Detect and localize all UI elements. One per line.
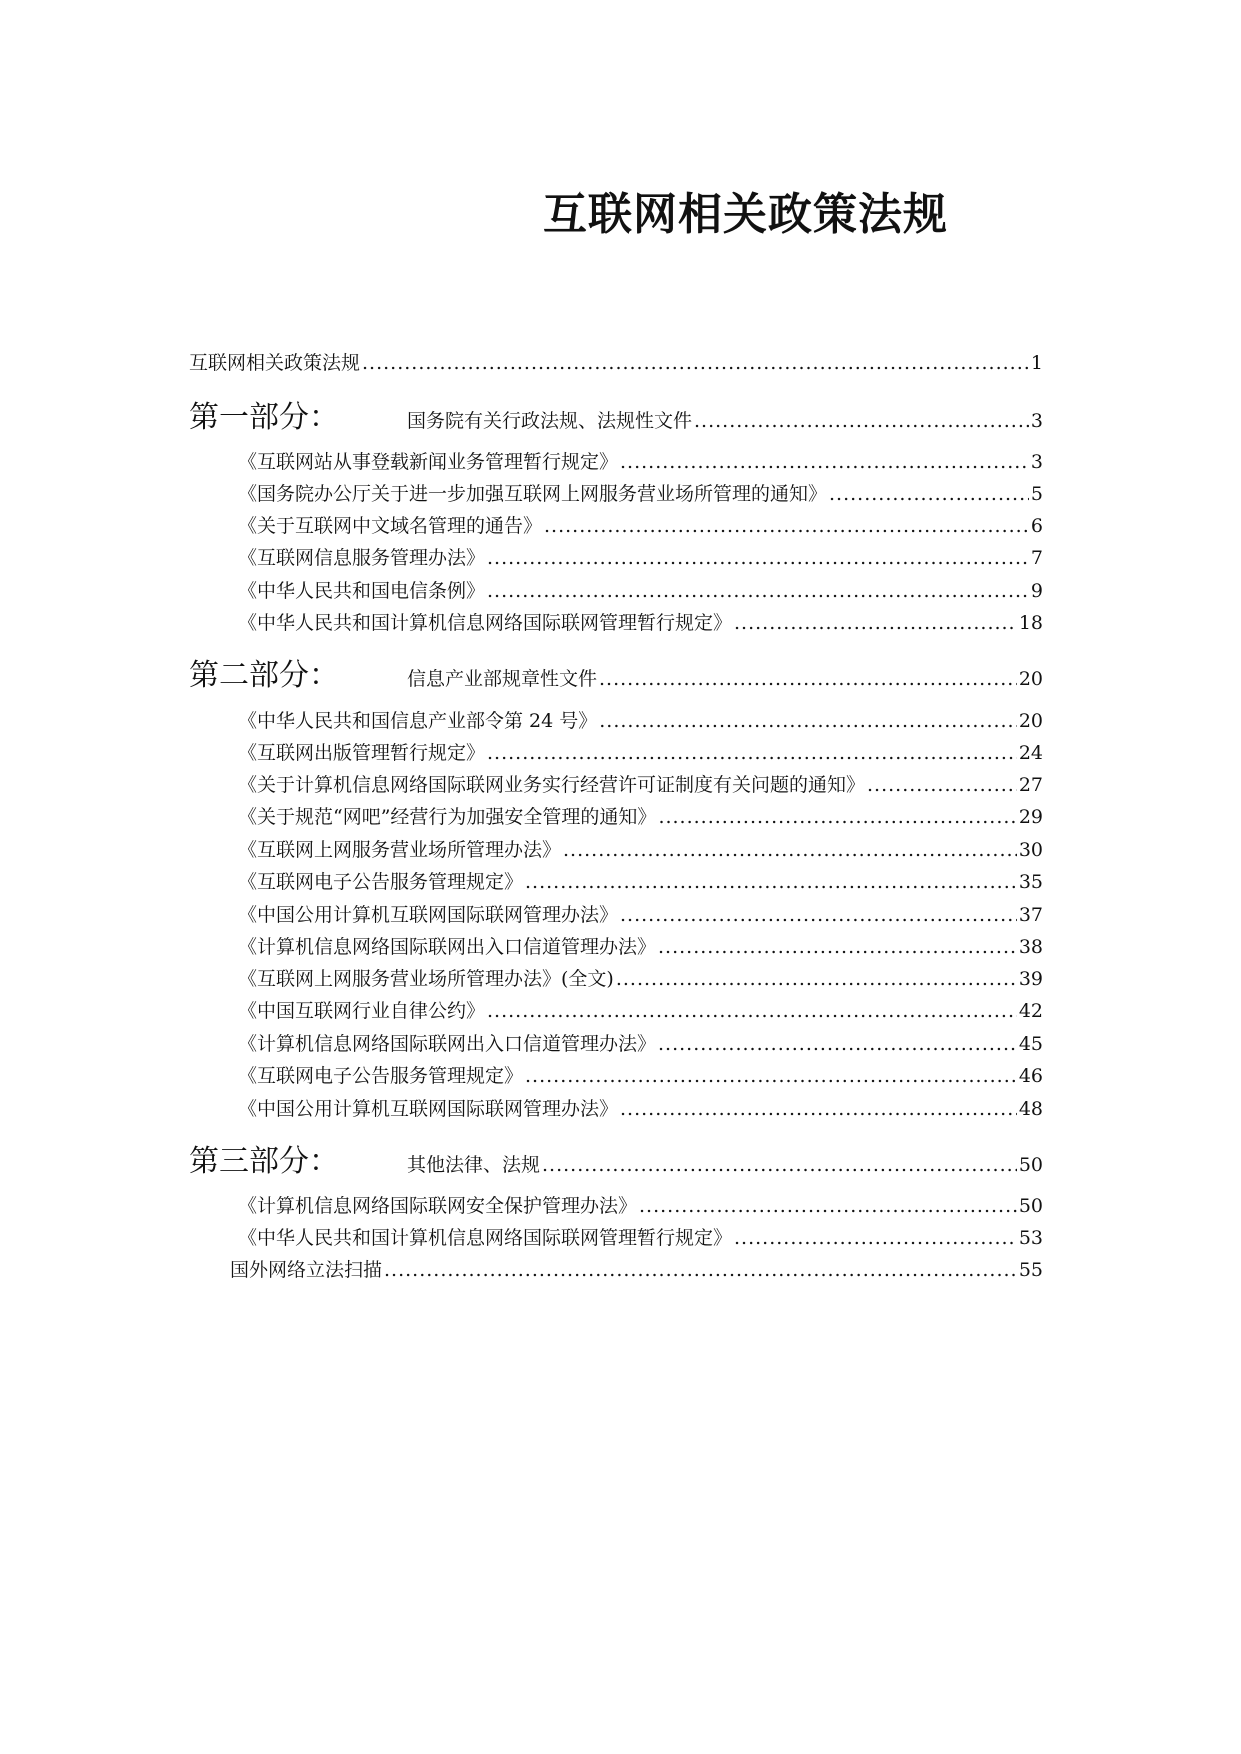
toc-page-number: 50 <box>1018 1195 1043 1217</box>
dot-leader <box>384 1259 1017 1281</box>
toc-entry[interactable] <box>238 738 1043 765</box>
toc-entry-label: 互联网相关政策法规 <box>189 352 361 374</box>
part-label: 其他法律、法规 <box>407 1154 541 1176</box>
toc-page-number: 20 <box>1018 668 1043 690</box>
toc-entry-label: 《互联网信息服务管理办法》 <box>238 547 486 569</box>
toc-entry[interactable] <box>238 447 1043 474</box>
toc-entry[interactable] <box>238 835 1043 862</box>
toc-page-number: 24 <box>1018 742 1043 764</box>
dot-leader <box>658 1033 1017 1055</box>
toc-entry[interactable] <box>238 1191 1043 1218</box>
toc-entry[interactable] <box>238 1029 1043 1056</box>
part-heading: 第三部分： <box>189 1144 339 1179</box>
toc-entry-label: 《中华人民共和国电信条例》 <box>238 580 486 602</box>
toc-page-number: 42 <box>1018 1000 1043 1022</box>
toc-entry-label: 《中华人民共和国计算机信息网络国际联网管理暂行规定》 <box>238 1227 733 1249</box>
part-heading: 第二部分： <box>189 658 339 693</box>
part-heading: 第一部分： <box>189 400 339 435</box>
toc-entry-label: 《中国互联网行业自律公约》 <box>238 1000 486 1022</box>
dot-leader <box>487 580 1029 602</box>
toc-page-number: 55 <box>1018 1259 1043 1281</box>
toc-entry-top[interactable] <box>189 348 1043 375</box>
toc-entry[interactable] <box>238 511 1043 538</box>
toc-entry[interactable] <box>238 1061 1043 1088</box>
toc-entry[interactable] <box>238 706 1043 733</box>
toc-entry[interactable] <box>238 867 1043 894</box>
toc-entry[interactable] <box>238 1223 1043 1250</box>
dot-leader <box>542 1154 1017 1176</box>
toc-entry[interactable] <box>238 802 1043 829</box>
toc-entry-label: 《互联网上网服务营业场所管理办法》 <box>238 839 562 861</box>
dot-leader <box>658 936 1017 958</box>
toc-entry-label: 《中国公用计算机互联网国际联网管理办法》 <box>238 904 619 926</box>
toc-page-number: 37 <box>1018 904 1043 926</box>
toc-page-number: 3 <box>1030 451 1043 473</box>
dot-leader <box>658 806 1016 828</box>
toc-entry-label: 《国务院办公厅关于进一步加强互联网上网服务营业场所管理的通知》 <box>238 483 828 505</box>
toc-entry[interactable] <box>238 964 1043 991</box>
toc-page-number: 1 <box>1030 352 1043 374</box>
toc-page-number: 38 <box>1018 936 1043 958</box>
dot-leader <box>829 483 1029 505</box>
toc-page-number: 46 <box>1018 1065 1043 1087</box>
dot-leader <box>362 352 1029 374</box>
toc-page-number: 39 <box>1018 968 1043 990</box>
dot-leader <box>487 742 1017 764</box>
toc-page-number: 3 <box>1030 410 1043 432</box>
toc-page-number: 6 <box>1030 515 1043 537</box>
toc-entry[interactable] <box>238 996 1043 1023</box>
dot-leader <box>734 612 1017 634</box>
dot-leader <box>599 710 1017 732</box>
toc-page-number: 35 <box>1018 871 1043 893</box>
toc-entry[interactable] <box>238 770 1043 797</box>
toc-entry[interactable] <box>238 576 1043 603</box>
toc-part-1[interactable] <box>189 392 1043 436</box>
toc-entry-label: 《互联网上网服务营业场所管理办法》(全文) <box>238 968 614 990</box>
toc-entry-label: 《中国公用计算机互联网国际联网管理办法》 <box>238 1098 619 1120</box>
toc-entry-label: 《互联网出版管理暂行规定》 <box>238 742 486 764</box>
toc-page-number: 30 <box>1018 839 1043 861</box>
dot-leader <box>620 451 1029 473</box>
page-title: 互联网相关政策法规 <box>543 189 948 240</box>
dot-leader <box>487 1000 1017 1022</box>
toc-entry[interactable] <box>238 479 1043 506</box>
toc-entry[interactable] <box>238 1094 1043 1121</box>
dot-leader <box>620 1098 1017 1120</box>
toc-entry-label: 《互联网电子公告服务管理规定》 <box>238 1065 524 1087</box>
toc-entry[interactable] <box>238 608 1043 635</box>
dot-leader <box>487 547 1029 569</box>
toc-part-2[interactable] <box>189 650 1043 694</box>
toc-entry-label: 《关于互联网中文域名管理的通告》 <box>238 515 543 537</box>
toc-page-number: 48 <box>1018 1098 1043 1120</box>
toc-page-number: 27 <box>1018 774 1043 796</box>
dot-leader <box>563 839 1017 861</box>
dot-leader <box>544 515 1029 537</box>
toc-entry-label: 《计算机信息网络国际联网安全保护管理办法》 <box>238 1195 638 1217</box>
toc-entry-label: 国外网络立法扫描 <box>230 1259 383 1281</box>
dot-leader <box>639 1195 1017 1217</box>
toc-entry-label: 《互联网电子公告服务管理规定》 <box>238 871 524 893</box>
toc-entry[interactable] <box>238 932 1043 959</box>
toc-entry-label: 《中华人民共和国计算机信息网络国际联网管理暂行规定》 <box>238 612 733 634</box>
toc-entry-label: 《互联网站从事登载新闻业务管理暂行规定》 <box>238 451 619 473</box>
toc-entry-label: 《计算机信息网络国际联网出入口信道管理办法》 <box>238 936 657 958</box>
toc-entry[interactable] <box>238 543 1043 570</box>
dot-leader <box>620 904 1017 926</box>
dot-leader <box>694 410 1029 432</box>
toc-page-number: 9 <box>1030 580 1043 602</box>
toc-entry[interactable] <box>230 1255 1043 1282</box>
toc-page-number: 18 <box>1018 612 1043 634</box>
dot-leader <box>525 1065 1017 1087</box>
toc-entry-label: 《中华人民共和国信息产业部令第 24 号》 <box>238 710 598 732</box>
toc-entry-label: 《计算机信息网络国际联网出入口信道管理办法》 <box>238 1033 657 1055</box>
toc-page-number: 45 <box>1018 1033 1043 1055</box>
toc-page-number: 5 <box>1030 483 1043 505</box>
dot-leader <box>525 871 1017 893</box>
toc-page-number: 29 <box>1018 806 1043 828</box>
toc-entry[interactable] <box>238 900 1043 927</box>
part-label: 信息产业部规章性文件 <box>407 668 598 690</box>
toc-entry-label: 《关于规范“网吧”经营行为加强安全管理的通知》 <box>238 806 657 828</box>
dot-leader <box>599 668 1017 690</box>
toc-entry-label: 《关于计算机信息网络国际联网业务实行经营许可证制度有关问题的通知》 <box>238 774 866 796</box>
toc-part-3[interactable] <box>189 1136 1043 1180</box>
dot-leader <box>867 774 1017 796</box>
part-label: 国务院有关行政法规、法规性文件 <box>407 410 693 432</box>
dot-leader <box>734 1227 1017 1249</box>
toc-page-number: 20 <box>1018 710 1043 732</box>
dot-leader <box>616 968 1017 990</box>
toc-page-number: 7 <box>1030 547 1043 569</box>
toc-page-number: 53 <box>1018 1227 1043 1249</box>
toc-page-number: 50 <box>1018 1154 1043 1176</box>
